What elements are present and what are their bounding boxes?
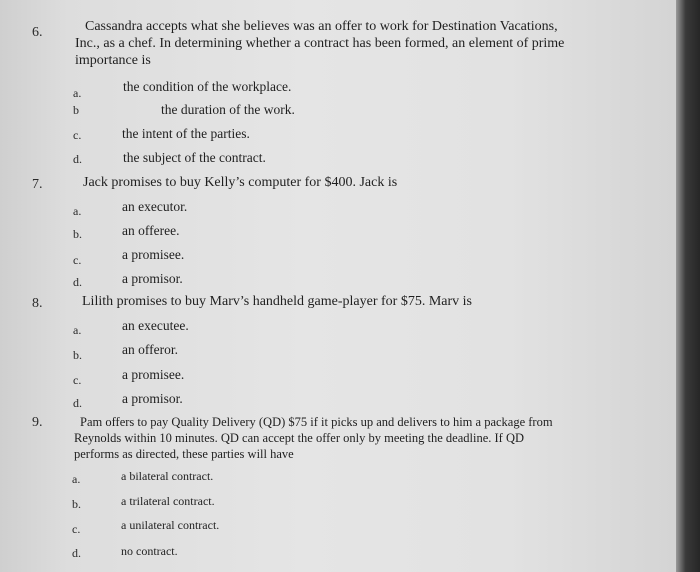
question-8-option-d-letter: d.: [73, 396, 82, 410]
question-8-option-b-letter: b.: [73, 348, 82, 362]
question-6-line-1: Cassandra accepts what she believes was an offer to work for Destination Vacations,: [85, 19, 558, 34]
question-9-line-3: performs as directed, these parties will have: [74, 447, 294, 461]
question-9-option-a-letter: a.: [72, 472, 81, 486]
question-6-option-a-letter: a.: [73, 86, 82, 100]
question-9-line-2: Reynolds within 10 minutes. QD can accept the offer only by meeting the deadline. If QD: [74, 431, 524, 445]
question-7-option-d: a promisor.: [122, 271, 183, 286]
question-6-option-a: the condition of the workplace.: [123, 79, 292, 94]
question-7-text: Jack promises to buy Kelly’s computer for $400. Jack is: [83, 175, 398, 190]
question-7-number: 7.: [32, 177, 43, 192]
question-6-option-b: the duration of the work.: [161, 102, 295, 117]
question-6-option-c-letter: c.: [73, 128, 82, 142]
question-9-line-1: Pam offers to pay Quality Delivery (QD) $75 if it picks up and delivers to him a package from: [80, 415, 553, 429]
question-7-option-a: an executor.: [122, 199, 188, 214]
question-7-option-c-letter: c.: [73, 253, 82, 267]
question-7-option-a-letter: a.: [73, 204, 82, 218]
question-7-option-c: a promisee.: [122, 247, 185, 262]
question-8-text: Lilith promises to buy Marv’s handheld game-player for $75. Marv is: [82, 294, 472, 309]
question-7-option-b: an offeree.: [122, 223, 180, 238]
question-8-option-a-letter: a.: [73, 323, 82, 337]
question-9-option-d: no contract.: [121, 544, 178, 558]
question-9-option-b-letter: b.: [72, 497, 81, 511]
question-6-option-c: the intent of the parties.: [122, 126, 250, 141]
question-7-option-d-letter: d.: [73, 275, 82, 289]
page-edge-shadow: [676, 0, 700, 572]
question-8-option-a: an executee.: [122, 318, 189, 333]
question-8-option-c-letter: c.: [73, 373, 82, 387]
question-9-option-a: a bilateral contract.: [121, 469, 214, 483]
question-9-number: 9.: [32, 415, 43, 430]
question-9-option-b: a trilateral contract.: [121, 494, 215, 508]
question-6-text: [75, 18, 564, 69]
question-8-option-d: a promisor.: [122, 391, 183, 406]
question-6-option-d: the subject of the contract.: [123, 150, 266, 165]
question-6-number: 6.: [32, 25, 43, 40]
question-8-option-c: a promisee.: [122, 367, 185, 382]
question-8-number: 8.: [32, 296, 43, 311]
question-9-text: [74, 414, 553, 462]
question-9-option-c-letter: c.: [72, 522, 81, 536]
question-6-option-d-letter: d.: [73, 152, 82, 166]
question-9-option-c: a unilateral contract.: [121, 518, 220, 532]
question-6-line-3: importance is: [75, 53, 151, 68]
question-6-option-b-letter: b: [73, 103, 79, 117]
question-6-line-2: Inc., as a chef. In determining whether a contract has been formed, an element of prime: [75, 36, 565, 51]
question-9-option-d-letter: d.: [72, 546, 81, 560]
question-8-option-b: an offeror.: [122, 342, 178, 357]
question-7-option-b-letter: b.: [73, 227, 82, 241]
